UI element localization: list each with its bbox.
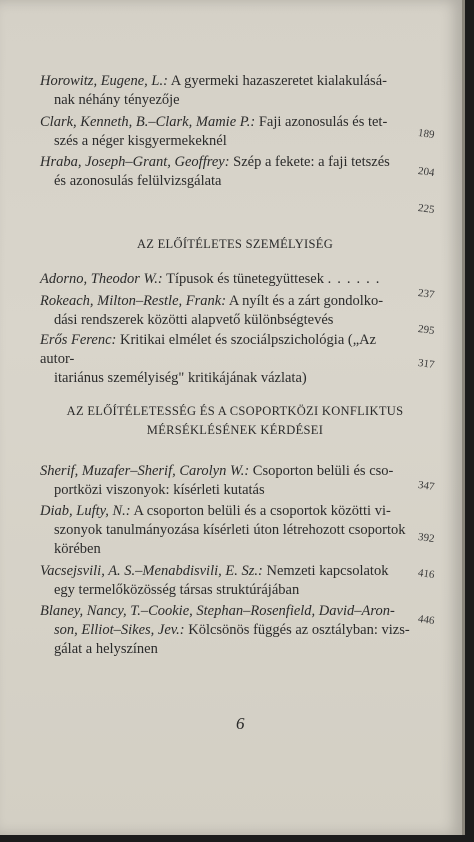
entry-author: Diab, Lufty, N.: <box>40 503 131 519</box>
entry-page: 317 <box>417 356 436 372</box>
entry-author: Clark, Kenneth, B.–Clark, Mamie P.: <box>40 114 256 130</box>
entry-title: Kritikai elmélet és szociálpszichológia („Az autor- <box>40 332 377 367</box>
entry-title-cont: gálat a helyszínen <box>54 641 158 657</box>
entry-page: 237 <box>417 286 436 302</box>
entry-title: Csoporton belüli és cso- <box>252 463 394 479</box>
entry-title: Típusok és tünetegyüttesek <box>166 271 324 287</box>
entry-page: 347 <box>417 478 436 494</box>
entry-title-cont: körében <box>54 541 101 557</box>
entry-title: A gyermeki hazaszeretet kialakulásá- <box>170 73 387 89</box>
toc-entry-horowitz <box>40 72 410 110</box>
entry-author: Hraba, Joseph–Grant, Geoffrey: <box>40 154 230 170</box>
toc-entry-vacsejsvili <box>40 562 410 600</box>
entry-page: 204 <box>417 164 436 180</box>
entry-page: 225 <box>417 201 436 217</box>
toc-entry-eros <box>40 331 410 388</box>
entry-title-cont: egy termelőközösség társas struktúrájában <box>54 582 300 598</box>
entry-page: 295 <box>417 322 436 338</box>
entry-author: Sherif, Muzafer–Sherif, Carolyn W.: <box>40 463 250 479</box>
toc-entry-diab <box>40 502 410 559</box>
section-heading-line2: MÉRSÉKLÉSÉNEK KÉRDÉSEI <box>146 423 324 437</box>
entry-author: Horowitz, Eugene, L.: <box>40 73 168 89</box>
entry-author: Blaney, Nancy, T.–Cookie, Stephan–Rosenfield, David–Aron- <box>40 603 395 619</box>
entry-author: Vacsejsvili, A. S.–Menabdisvili, E. Sz.: <box>40 563 263 579</box>
toc-entry-sherif <box>40 462 410 500</box>
entry-title: A nyílt és a zárt gondolko- <box>228 293 384 309</box>
entry-title-cont: itariánus személyiség" kritikájának vázlata) <box>54 370 307 386</box>
entry-title-cont: és azonosulás felülvizsgálata <box>54 173 222 189</box>
entry-title-cont: portközi viszonyok: kísérleti kutatás <box>54 482 265 498</box>
toc-entry-clark <box>40 113 410 151</box>
entry-author: Adorno, Theodor W.: <box>40 271 163 287</box>
entry-page: 189 <box>417 126 436 142</box>
toc-entry-hraba <box>40 153 410 191</box>
entry-page: 416 <box>417 566 436 582</box>
entry-title-cont: nak néhány tényezője <box>54 92 180 108</box>
toc-entry-blaney <box>40 602 410 659</box>
section-heading-line1: AZ ELŐÍTÉLETESSÉG ÉS A CSOPORTKÖZI KONFLIKTUS <box>66 404 404 418</box>
entry-title-cont: dási rendszerek közötti alapvető különbségtevés <box>54 312 334 328</box>
leader-dots: ...... <box>327 271 386 287</box>
entry-title: A csoporton belüli és a csoportok közötti vi- <box>133 503 391 519</box>
entry-page: 446 <box>417 612 436 628</box>
entry-author: Erős Ferenc: <box>40 332 117 348</box>
entry-author: Rokeach, Milton–Restle, Frank: <box>40 293 227 309</box>
entry-title: Nemzeti kapcsolatok <box>266 563 389 579</box>
entry-page: 392 <box>417 530 436 546</box>
entry-title: Kölcsönös függés az osztályban: vizs- <box>188 622 410 638</box>
section-heading: AZ ELŐÍTÉLETES SZEMÉLYISÉG <box>136 237 334 251</box>
entry-title-cont: szonyok tanulmányozása kísérleti úton létrehozott csoportok <box>54 522 406 538</box>
toc-entry-adorno <box>40 270 410 289</box>
entry-author-cont: son, Elliot–Sikes, Jev.: <box>54 622 185 638</box>
entry-title: Szép a fekete: a faji tetszés <box>233 154 390 170</box>
toc-entry-rokeach <box>40 292 410 330</box>
page-number: 6 <box>236 714 245 733</box>
entry-title: Faji azonosulás és tet- <box>258 114 388 130</box>
entry-title-cont: szés a néger kisgyermekeknél <box>54 133 227 149</box>
